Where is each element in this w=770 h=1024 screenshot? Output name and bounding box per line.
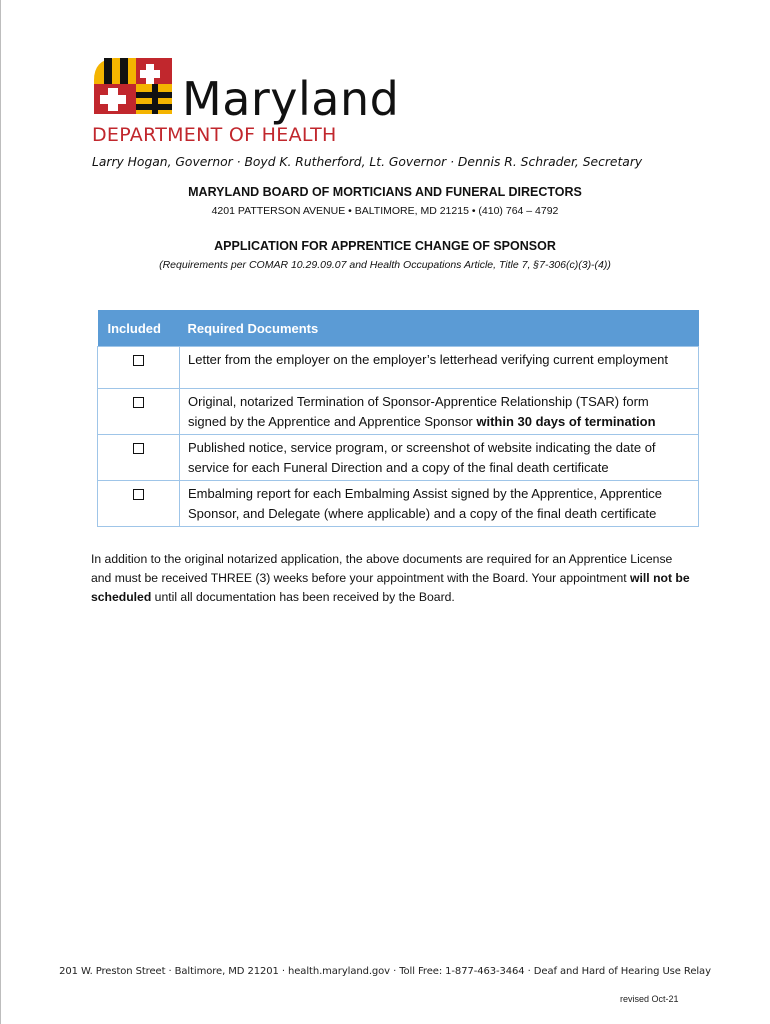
- form-subtitle: (Requirements per COMAR 10.29.09.07 and Health Occupations Article, Title 7, §7-306(c)(3)-(4)): [159, 259, 611, 271]
- checkbox[interactable]: [133, 397, 144, 408]
- checkbox[interactable]: [133, 443, 144, 454]
- document-text: Original, notarized Termination of Sponsor-Apprentice Relationship (TSAR) form signed by the Apprentice and Apprentice Sponsor: [188, 394, 649, 429]
- table-row: [98, 481, 699, 527]
- form-title: APPLICATION FOR APPRENTICE CHANGE OF SPONSOR: [214, 239, 556, 253]
- document-text: Published notice, service program, or screenshot of website indicating the date of service for each Funeral Direction and a copy of the final death certificate: [188, 440, 656, 475]
- table-row: [98, 435, 699, 481]
- page-edge: [0, 0, 1, 1024]
- document-cell: [180, 481, 699, 527]
- document-cell: [180, 389, 699, 435]
- included-cell: [98, 481, 180, 527]
- document-text: Embalming report for each Embalming Assist signed by the Apprentice, Apprentice Sponsor, and Delegate (where applicable) and a copy of the final death certificate: [188, 486, 663, 521]
- brand-name: Maryland: [182, 72, 400, 126]
- document-text: Letter from the employer on the employer’s letterhead verifying current employment: [188, 352, 669, 367]
- instructions-emphasis: will not be scheduled: [91, 571, 690, 604]
- maryland-flag-icon: [90, 54, 178, 118]
- table-header-row: [98, 310, 699, 347]
- included-cell: [98, 389, 180, 435]
- department-title: DEPARTMENT OF HEALTH: [92, 124, 337, 146]
- maryland-logo: [90, 48, 400, 126]
- board-title: MARYLAND BOARD OF MORTICIANS AND FUNERAL DIRECTORS: [188, 185, 582, 199]
- table-row: [98, 389, 699, 435]
- included-cell: [98, 347, 180, 389]
- instructions-text-2: until all documentation has been received by the Board.: [151, 590, 455, 604]
- instructions-text-1: In addition to the original notarized application, the above documents are required for an Apprentice License and must be received THREE (3) weeks before your appointment with the Board. Your appointment: [91, 552, 673, 585]
- table-row: [98, 347, 699, 389]
- instructions-paragraph: [91, 550, 691, 607]
- revision-date: revised Oct-21: [620, 994, 679, 1004]
- document-cell: [180, 435, 699, 481]
- document-cell: [180, 347, 699, 389]
- officials-line: Larry Hogan, Governor · Boyd K. Rutherford, Lt. Governor · Dennis R. Schrader, Secretary: [92, 155, 643, 169]
- checkbox[interactable]: [133, 355, 144, 366]
- footer-address: 201 W. Preston Street · Baltimore, MD 21201 · health.maryland.gov · Toll Free: 1-877-463-3464 · Deaf and Hard of Hearing Use Relay: [59, 966, 711, 977]
- included-cell: [98, 435, 180, 481]
- column-header-documents: Required Documents: [180, 310, 699, 347]
- required-documents-table: [97, 310, 699, 527]
- document-emphasis: within 30 days of termination: [476, 414, 656, 429]
- board-address: 4201 PATTERSON AVENUE • BALTIMORE, MD 21215 • (410) 764 – 4792: [211, 205, 559, 217]
- checkbox[interactable]: [133, 489, 144, 500]
- column-header-included: Included: [98, 310, 180, 347]
